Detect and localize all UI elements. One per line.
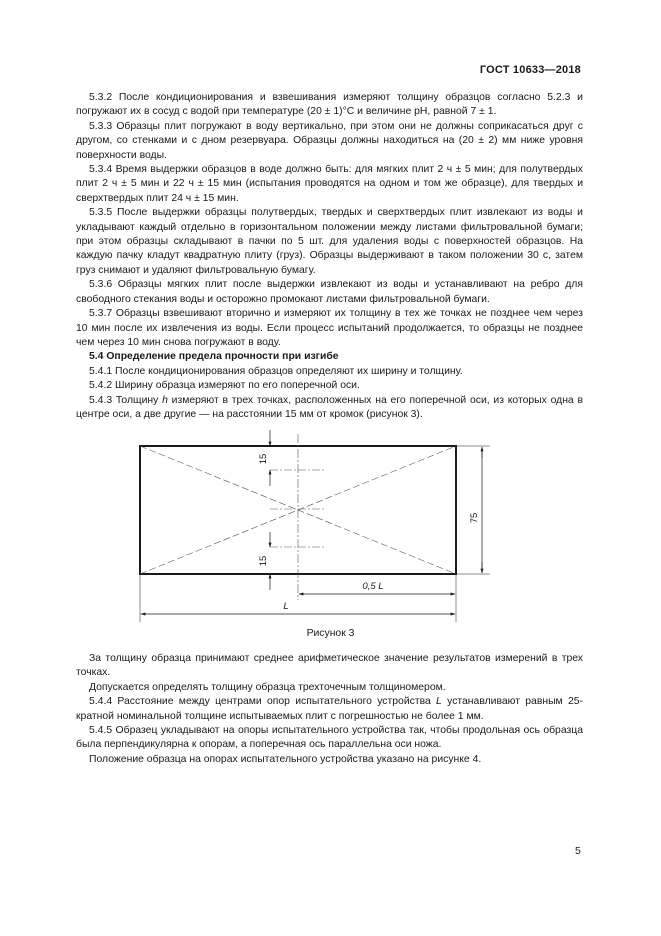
figure-caption: Рисунок 3 <box>306 628 355 639</box>
paragraph-5-3-2: 5.3.2 После кондиционирования и взвешивания измеряют толщину образцов согласно 5.2.3 и погружают их в сосуд с водой при температуре (20 ± 1)°С и величине pH, равной 7 ± 1. <box>76 92 583 118</box>
paragraph-5-3-4: 5.3.4 Время выдержки образцов в воде должно быть: для мягких плит 2 ч ± 5 мин; для полутвердых плит 2 ч ± 5 мин и 22 ч ± 15 мин (испытания проводятся на одном и том же образце), для твердых и сверхтвердых плит 24 ч ± 15 мин. <box>76 164 583 204</box>
paragraph-5-4-4 <box>76 695 583 724</box>
paragraph-5-3-7: 5.3.7 Образцы взвешивают вторично и измеряют их толщину в тех же точках не позднее чем через 10 мин после их извлечения из воды. Если процесс испытаний продолжается, то образцы не позднее чем через 10 мин снова погружают в воду. <box>76 308 583 348</box>
paragraph-5-3-5: 5.3.5 После выдержки образцы полутвердых, твердых и сверхтвердых плит извлекают из воды и укладывают каждый отдельно в горизонтальном положении между листами фильтровальной бумаги; при этом образцы складывают в пачки по 5 шт. для удаления воды с поверхностей образцов. На каждую пачку кладут квадратную плиту (груз). Образцы выдерживают в таком положении 30 с, затем груз снимают и удаляют фильтровальную бумагу. <box>76 207 583 276</box>
symbol-L: L <box>436 696 442 708</box>
paragraph-thickness-average: За толщину образца принимают среднее арифметическое значение результатов измерений в трех точках. <box>76 653 583 679</box>
paragraph-5-3-3: 5.3.3 Образцы плит погружают в воду вертикально, при этом они не должны соприкасаться друг с другом, со стенками и с дном резервуара. Образцы должны находиться на (20 ± 2) мм ниже уровня поверхности воды. <box>76 120 583 161</box>
paragraph-5-4-4-end: устанавливают равным 25-кратной номинальной толщине испытываемых плит с погрешностью не более 1 мм. <box>76 696 583 722</box>
paragraph-5-4-2: 5.4.2 Ширину образца измеряют по его поперечной оси. <box>89 380 360 392</box>
paragraph-thickness-gauge: Допускается определять толщину образца трехточечным толщиномером. <box>89 681 446 693</box>
dimension-length-label: L <box>283 601 289 612</box>
symbol-h: h <box>162 394 168 406</box>
paragraph-5-4-1: 5.4.1 После кондиционирования образцов определяют их ширину и толщину. <box>89 365 463 377</box>
paragraph-5-4-3-start: 5.4.3 Толщину <box>89 394 163 406</box>
document-standard-header: ГОСТ 10633—2018 <box>479 64 581 76</box>
paragraph-5-3-6: 5.3.6 Образцы мягких плит после выдержки извлекают из воды и устанавливают на ребро для свободного стекания воды и осторожно промокают листами фильтровальной бумаги. <box>76 279 583 305</box>
section-heading-5-4: 5.4 Определение предела прочности при изгибе <box>89 351 339 363</box>
dimension-half-length-label: 0,5 L <box>362 581 384 592</box>
page-number: 5 <box>575 846 581 857</box>
paragraph-5-4-5: 5.4.5 Образец укладывают на опоры испытательного устройства так, чтобы продольная ось образца была перпендикулярна к опорам, а поперечная ось параллельна оси ножа. <box>76 725 583 751</box>
paragraph-5-4-3-end: измеряют в трех точках, расположенных на его поперечной оси, из которых одна в центре оси, а две другие — на расстоянии 15 мм от кромок (рисунок 3). <box>76 394 584 420</box>
paragraph-5-4-4-start: 5.4.4 Расстояние между центрами опор испытательного устройства <box>89 696 437 708</box>
dimension-75: 75 <box>469 512 480 524</box>
paragraph-figure-4-ref: Положение образца на опорах испытательного устройства указано на рисунке 4. <box>89 753 482 765</box>
dimension-15-bottom: 15 <box>258 555 269 567</box>
dimension-15-top: 15 <box>258 453 269 465</box>
after-figure-text-block <box>76 652 583 767</box>
